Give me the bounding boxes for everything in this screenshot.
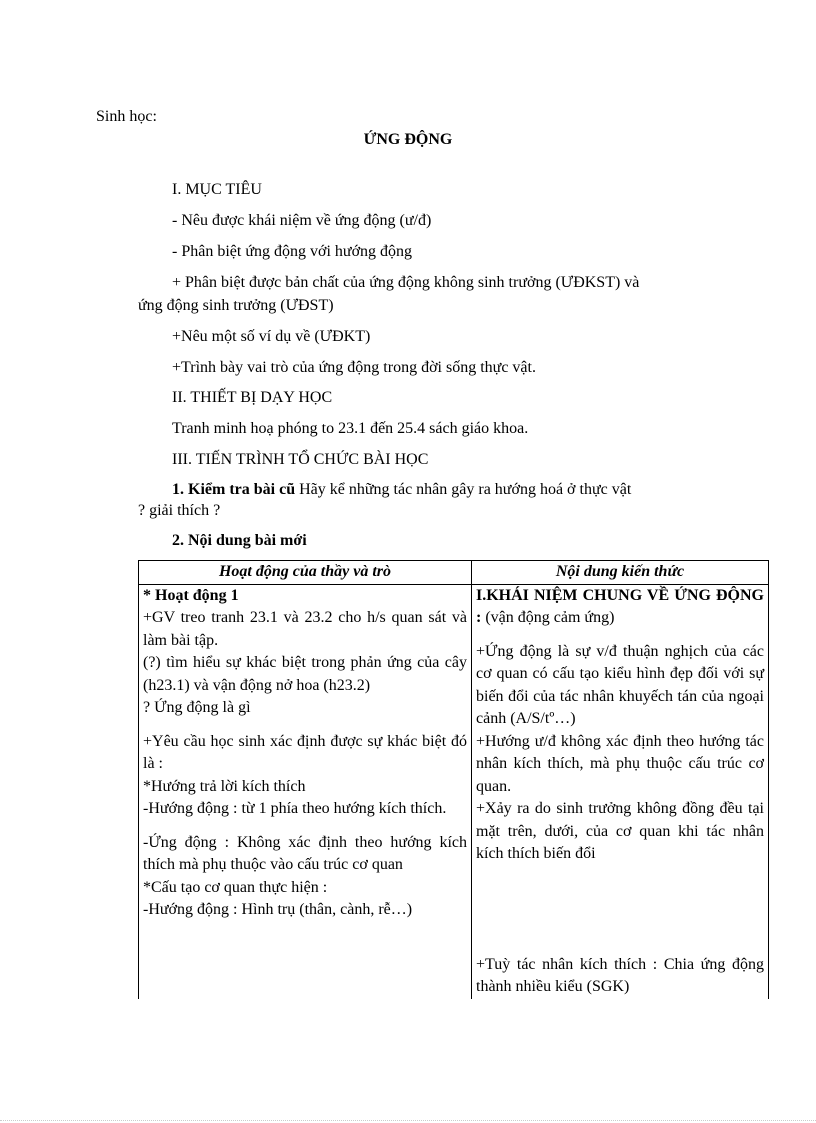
objective-5: +Trình bày vai trò của ứng động trong đời sống thực vật. xyxy=(172,359,536,376)
section-1-heading: I. MỤC TIÊU xyxy=(172,181,262,198)
page-bottom-edge xyxy=(0,1120,816,1121)
activity-line: *Hướng trả lời kích thích xyxy=(143,777,306,795)
table-row xyxy=(139,584,769,999)
section-3-heading: III. TIẾN TRÌNH TỔ CHỨC BÀI HỌC xyxy=(172,451,429,468)
activity-line: *Cấu tạo cơ quan thực hiện : xyxy=(143,878,328,896)
objective-3a: + Phân biệt được bản chất của ứng động không sinh trưởng (ƯĐKST) và xyxy=(172,274,640,291)
new-lesson-heading: 2. Nội dung bài mới xyxy=(172,532,307,549)
page-title: ỨNG ĐỘNG xyxy=(363,131,453,148)
teacher-student-activity-header: Hoạt động của thầy và trò xyxy=(139,561,472,585)
objective-4: +Nêu một số ví dụ về (ƯĐKT) xyxy=(172,328,371,345)
section-2-heading: II. THIẾT BỊ DẠY HỌC xyxy=(172,389,333,406)
activity-line: -Ứng động : Không xác định theo hướng kích thích mà phụ thuộc vào cấu trúc cơ quan xyxy=(143,833,467,873)
check-old-lesson-question: Hãy kể những tác nhân gây ra hướng hoá ở thực vật xyxy=(295,481,632,498)
knowledge-content-header: Nội dung kiến thức xyxy=(472,561,769,585)
activity-line: -Hướng động : Hình trụ (thân, cành, rễ…) xyxy=(143,901,413,918)
knowledge-line: +Tuỳ tác nhân kích thích : Chia ứng động thành nhiều kiểu (SGK) xyxy=(476,955,764,995)
subject-label: Sinh học: xyxy=(96,108,157,125)
objective-3b: ứng động sinh trưởng (ƯĐST) xyxy=(138,297,334,314)
activity-line: +GV treo tranh 23.1 và 23.2 cho h/s quan sát và làm bài tập. xyxy=(143,609,467,649)
lesson-table xyxy=(138,560,769,999)
activity-line: +Yêu cầu học sinh xác định được sự khác biệt đó là : xyxy=(143,732,467,772)
knowledge-column xyxy=(472,584,769,999)
knowledge-heading xyxy=(476,585,764,630)
activity-line: (?) tìm hiểu sự khác biệt trong phản ứng của cây (h23.1) và vận động nở hoa (h23.2) xyxy=(143,654,467,694)
objective-2: - Phân biệt ứng động với hướng động xyxy=(172,243,413,260)
check-old-lesson-label: 1. Kiểm tra bài cũ xyxy=(172,481,296,498)
activity-1-title: * Hoạt động 1 xyxy=(143,586,239,604)
knowledge-line: +Xảy ra do sinh trưởng không đồng đều tại mặt trên, dưới, của cơ quan khi tác nhân kích thích biến đổi xyxy=(476,800,764,862)
activity-line: ? Ứng động là gì xyxy=(143,699,251,716)
equipment-text: Tranh minh hoạ phóng to 23.1 đến 25.4 sách giáo khoa. xyxy=(172,420,529,437)
activity-column xyxy=(139,584,472,999)
check-old-lesson-question-cont: ? giải thích ? xyxy=(138,502,221,519)
activity-line: -Hướng động : từ 1 phía theo hướng kích thích. xyxy=(143,800,447,817)
check-old-lesson xyxy=(172,479,631,501)
knowledge-line: +Ứng động là sự v/đ thuận nghịch của các cơ quan có cấu tạo kiểu hình đẹp đối với sự biến đổi của tác nhân khuyếch tán của ngoại cảnh (A/S/tº…) xyxy=(476,642,764,727)
table-header-row xyxy=(139,561,769,585)
knowledge-heading-note: (vận động cảm ứng) xyxy=(481,609,615,626)
objective-1: - Nêu được khái niệm về ứng động (ư/đ) xyxy=(172,212,432,229)
knowledge-line: +Hướng ư/đ không xác định theo hướng tác nhân kích thích, mà phụ thuộc cấu trúc cơ quan. xyxy=(476,732,764,795)
knowledge-heading-bold: I.KHÁI NIỆM CHUNG VỀ ỨNG ĐỘNG : xyxy=(476,586,764,626)
